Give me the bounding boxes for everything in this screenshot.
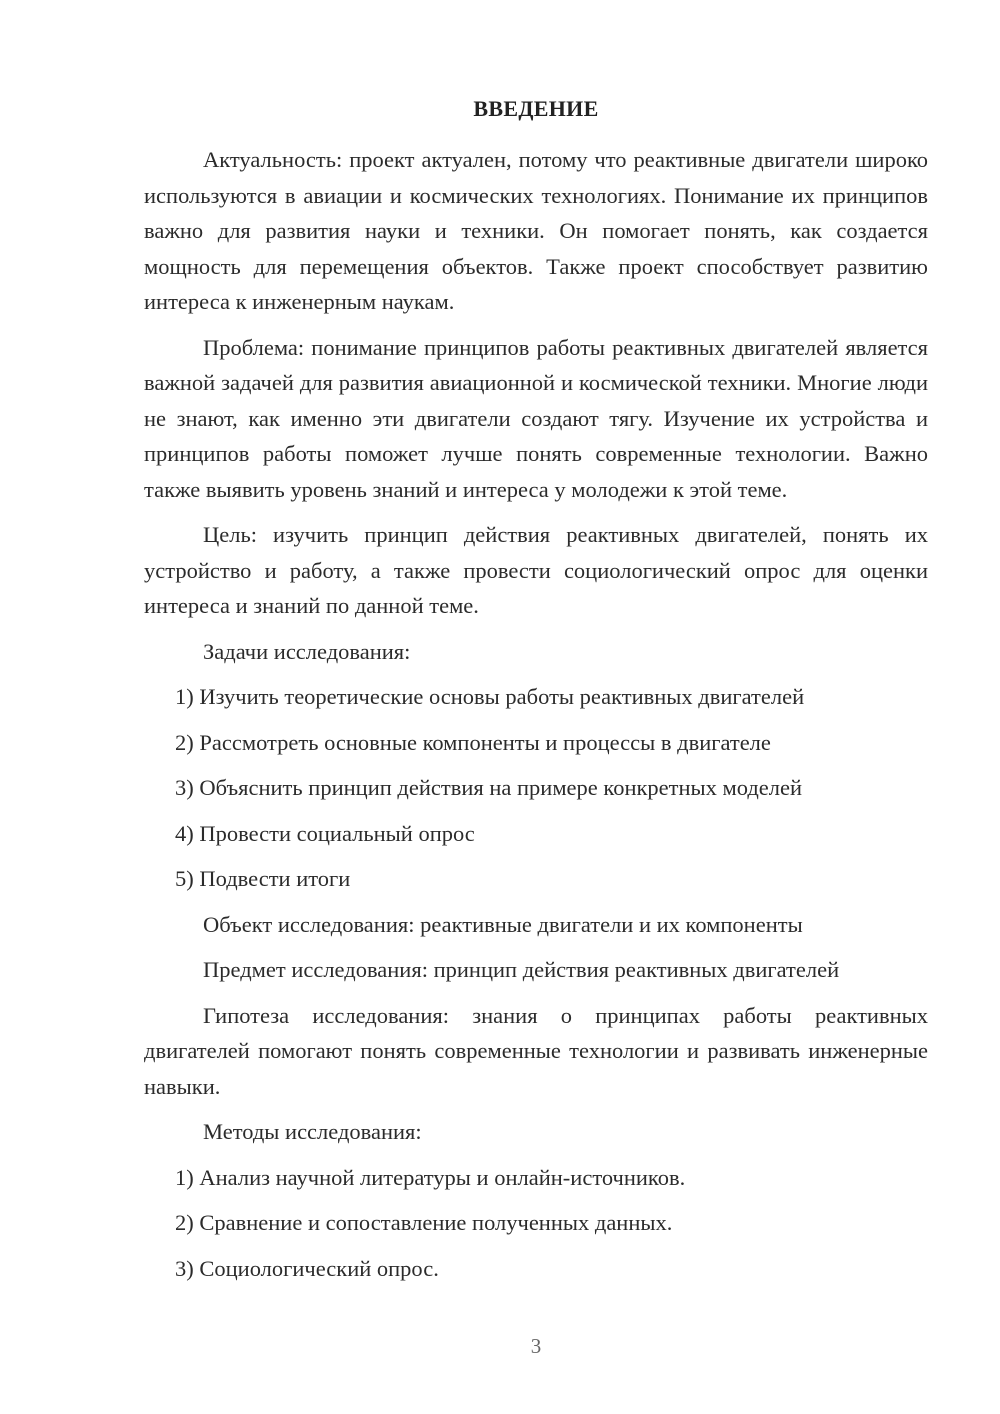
task-item: 2) Рассмотреть основные компоненты и процессы в двигателе [175, 729, 771, 755]
task-item: 1) Изучить теоретические основы работы реактивных двигателей [175, 684, 805, 709]
task-item: 3) Объяснить принцип действия на примере конкретных моделей [175, 775, 803, 800]
tasks-label: Задачи исследования: [203, 638, 411, 664]
task-item: 5) Подвести итоги [175, 866, 351, 891]
methods-label: Методы исследования: [203, 1119, 422, 1144]
task-item: 4) Провести социальный опрос [175, 820, 475, 846]
document-body [144, 142, 928, 1286]
method-item: 1) Анализ научной литературы и онлайн-источников. [175, 1164, 686, 1190]
relevance-paragraph: Актуальность: проект актуален, потому что реактивные двигатели широко используются в авиации и космических технологиях. Понимание их принципов важно для развития науки и техники. Он помогает понять, как создается мощность для перемещения объектов. Также проект способствует развитию интереса к инженерным наукам. [144, 147, 928, 314]
method-item: 3) Социологический опрос. [175, 1255, 439, 1281]
goal-paragraph: Цель: изучить принцип действия реактивных двигателей, понять их устройство и работу, а также провести социологический опрос для оценки интереса и знаний по данной теме. [144, 522, 928, 618]
hypothesis-paragraph: Гипотеза исследования: знания о принципах работы реактивных двигателей помогают понять современные технологии и развивать инженерные навыки. [144, 1002, 928, 1099]
section-heading: ВВЕДЕНИЕ [473, 96, 599, 121]
research-subject: Предмет исследования: принцип действия реактивных двигателей [203, 957, 840, 982]
method-item: 2) Сравнение и сопоставление полученных данных. [175, 1210, 673, 1235]
problem-paragraph: Проблема: понимание принципов работы реактивных двигателей является важной задачей для развития авиационной и космической техники. Многие люди не знают, как именно эти двигатели создают тягу. Изучение их устройства и принципов работы поможет лучше понять современные технологии. Важно также выявить уровень знаний и интереса у молодежи к этой теме. [144, 334, 928, 502]
research-object: Объект исследования: реактивные двигатели и их компоненты [203, 911, 803, 937]
page-number: 3 [530, 1334, 542, 1358]
